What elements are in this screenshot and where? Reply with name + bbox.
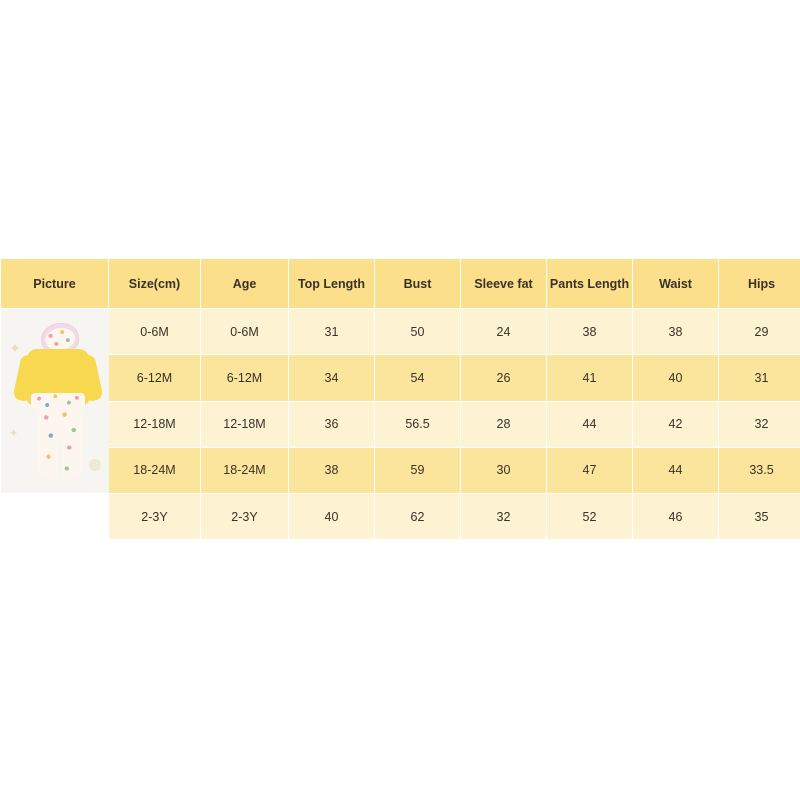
decor-dot [89, 459, 101, 471]
table-row [1, 447, 800, 493]
cell-top-length: 34 [289, 355, 375, 401]
hem-shape [31, 393, 85, 409]
cell-bust: 56.5 [375, 401, 461, 447]
cell-top-length: 31 [289, 309, 375, 355]
table-row [1, 494, 800, 540]
cell-top-length: 36 [289, 401, 375, 447]
cell-bust: 50 [375, 309, 461, 355]
cell-age: 18-24M [201, 447, 289, 493]
size-chart-header [1, 259, 800, 309]
header-row [1, 259, 800, 309]
cell-bust: 54 [375, 355, 461, 401]
column-header-sleeve-fat: Sleeve fat [461, 259, 547, 309]
cell-size: 18-24M [109, 447, 201, 493]
column-header-pants-length: Pants Length [547, 259, 633, 309]
cell-waist: 40 [633, 355, 719, 401]
cell-sleeve-fat: 30 [461, 447, 547, 493]
cell-pants-length: 44 [547, 401, 633, 447]
column-header-picture: Picture [1, 259, 109, 309]
table-row [1, 309, 800, 355]
cell-sleeve-fat: 32 [461, 494, 547, 540]
cell-bust: 59 [375, 447, 461, 493]
table-row [1, 401, 800, 447]
cell-size: 6-12M [109, 355, 201, 401]
cell-size: 0-6M [109, 309, 201, 355]
cell-pants-length: 38 [547, 309, 633, 355]
cell-waist: 42 [633, 401, 719, 447]
cell-hips: 33.5 [719, 447, 800, 493]
cell-pants-length: 47 [547, 447, 633, 493]
pants-shape [37, 409, 83, 479]
product-photo-cell [1, 309, 109, 494]
cell-size: 2-3Y [109, 494, 201, 540]
cell-sleeve-fat: 24 [461, 309, 547, 355]
star-icon: ✦ [9, 340, 21, 356]
cell-age: 6-12M [201, 355, 289, 401]
column-header-age: Age [201, 259, 289, 309]
column-header-size: Size(cm) [109, 259, 201, 309]
cell-top-length: 40 [289, 494, 375, 540]
column-header-top-length: Top Length [289, 259, 375, 309]
cell-hips: 32 [719, 401, 800, 447]
product-photo [1, 309, 109, 493]
cell-waist: 46 [633, 494, 719, 540]
cell-sleeve-fat: 28 [461, 401, 547, 447]
star-icon: ✦ [9, 428, 19, 440]
column-header-waist: Waist [633, 259, 719, 309]
cell-age: 0-6M [201, 309, 289, 355]
cell-waist: 38 [633, 309, 719, 355]
cell-hips: 29 [719, 309, 800, 355]
cell-bust: 62 [375, 494, 461, 540]
column-header-bust: Bust [375, 259, 461, 309]
table-row [1, 355, 800, 401]
cell-hips: 31 [719, 355, 800, 401]
cell-age: 12-18M [201, 401, 289, 447]
cell-sleeve-fat: 26 [461, 355, 547, 401]
cell-pants-length: 41 [547, 355, 633, 401]
cell-hips: 35 [719, 494, 800, 540]
cell-pants-length: 52 [547, 494, 633, 540]
cell-age: 2-3Y [201, 494, 289, 540]
photo-spacer-cell [1, 494, 109, 540]
cell-size: 12-18M [109, 401, 201, 447]
size-chart-table [0, 258, 800, 540]
cell-top-length: 38 [289, 447, 375, 493]
size-chart-body [1, 309, 800, 540]
cell-waist: 44 [633, 447, 719, 493]
column-header-hips: Hips [719, 259, 800, 309]
